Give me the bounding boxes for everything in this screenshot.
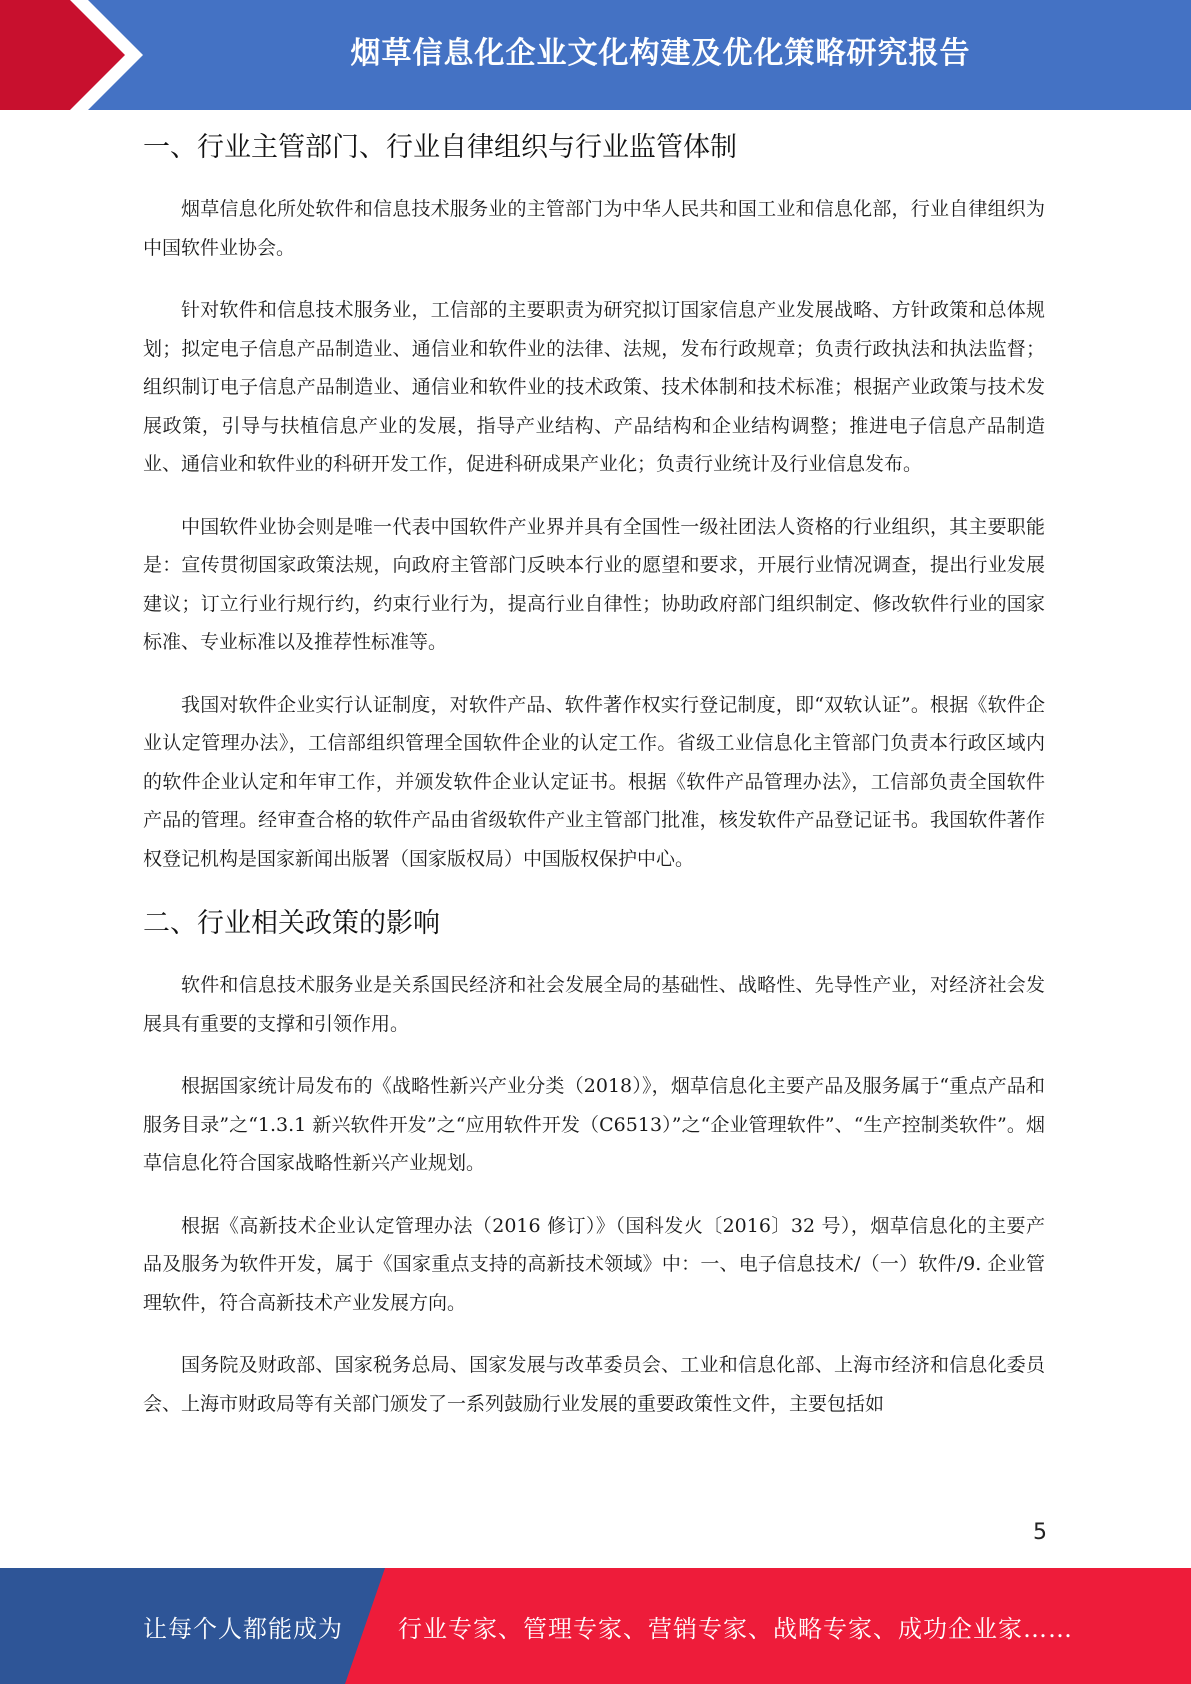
main-content [143, 126, 1045, 1447]
paragraph: 软件和信息技术服务业是关系国民经济和社会发展全局的基础性、战略性、先导性产业，对经济社会发展具有重要的支撑和引领作用。 [143, 974, 1045, 1035]
page-number: 5 [1033, 1520, 1047, 1545]
section-heading: 二、行业相关政策的影响 [143, 908, 440, 939]
header-chevron-icon [0, 0, 160, 110]
paragraph: 根据国家统计局发布的《战略性新兴产业分类（2018）》，烟草信息化主要产品及服务属于“重点产品和服务目录”之“1.3.1 新兴软件开发”之“应用软件开发（C6513）”之“企业管理软件”、“生产控制类软件”。烟草信息化符合国家战略性新兴产业规划。 [143, 1075, 1045, 1174]
paragraph: 国务院及财政部、国家税务总局、国家发展与改革委员会、工业和信息化部、上海市经济和信息化委员会、上海市财政局等有关部门颁发了一系列鼓励行业发展的重要政策性文件，主要包括如 [143, 1354, 1045, 1415]
paragraph: 我国对软件企业实行认证制度，对软件产品、软件著作权实行登记制度，即“双软认证”。根据《软件企业认定管理办法》，工信部组织管理全国软件企业的认定工作。省级工业信息化主管部门负责本行政区域内的软件企业认定和年审工作，并颁发软件企业认定证书。根据《软件产品管理办法》，工信部负责全国软件产品的管理。经审查合格的软件产品由省级软件产业主管部门批准，核发软件产品登记证书。我国软件著作权登记机构是国家新闻出版署（国家版权局）中国版权保护中心。 [143, 693, 1045, 870]
footer-banner [0, 1568, 1191, 1684]
header-banner [0, 0, 1191, 110]
footer-slogan-right: 行业专家、管理专家、营销专家、战略专家、成功企业家…… [398, 1614, 1073, 1643]
paragraph: 烟草信息化所处软件和信息技术服务业的主管部门为中华人民共和国工业和信息化部，行业自律组织为中国软件业协会。 [143, 198, 1045, 259]
paragraph: 根据《高新技术企业认定管理办法（2016 修订）》（国科发火〔2016〕32 号），烟草信息化的主要产品及服务为软件开发，属于《国家重点支持的高新技术领域》中：一、电子信息技术/（一）软件/9. 企业管理软件，符合高新技术产业发展方向。 [143, 1214, 1045, 1314]
document-title: 烟草信息化企业文化构建及优化策略研究报告 [350, 36, 971, 71]
paragraph: 针对软件和信息技术服务业，工信部的主要职责为研究拟订国家信息产业发展战略、方针政策和总体规划；拟定电子信息产品制造业、通信业和软件业的法律、法规，发布行政规章；负责行政执法和执法监督；组织制订电子信息产品制造业、通信业和软件业的技术政策、技术体制和技术标准；根据产业政策与技术发展政策，引导与扶植信息产业的发展，指导产业结构、产品结构和企业结构调整；推进电子信息产品制造业、通信业和软件业的科研开发工作，促进科研成果产业化；负责行业统计及行业信息发布。 [143, 299, 1045, 475]
section-heading: 一、行业主管部门、行业自律组织与行业监管体制 [143, 132, 737, 163]
paragraph: 中国软件业协会则是唯一代表中国软件产业界并具有全国性一级社团法人资格的行业组织，其主要职能是：宣传贯彻国家政策法规，向政府主管部门反映本行业的愿望和要求，开展行业情况调查，提出行业发展建议；订立行业行规行约，约束行业行为，提高行业自律性；协助政府部门组织制定、修改软件行业的国家标准、专业标准以及推荐性标准等。 [143, 515, 1045, 653]
footer-slogan-left: 让每个人都能成为 [143, 1614, 343, 1643]
